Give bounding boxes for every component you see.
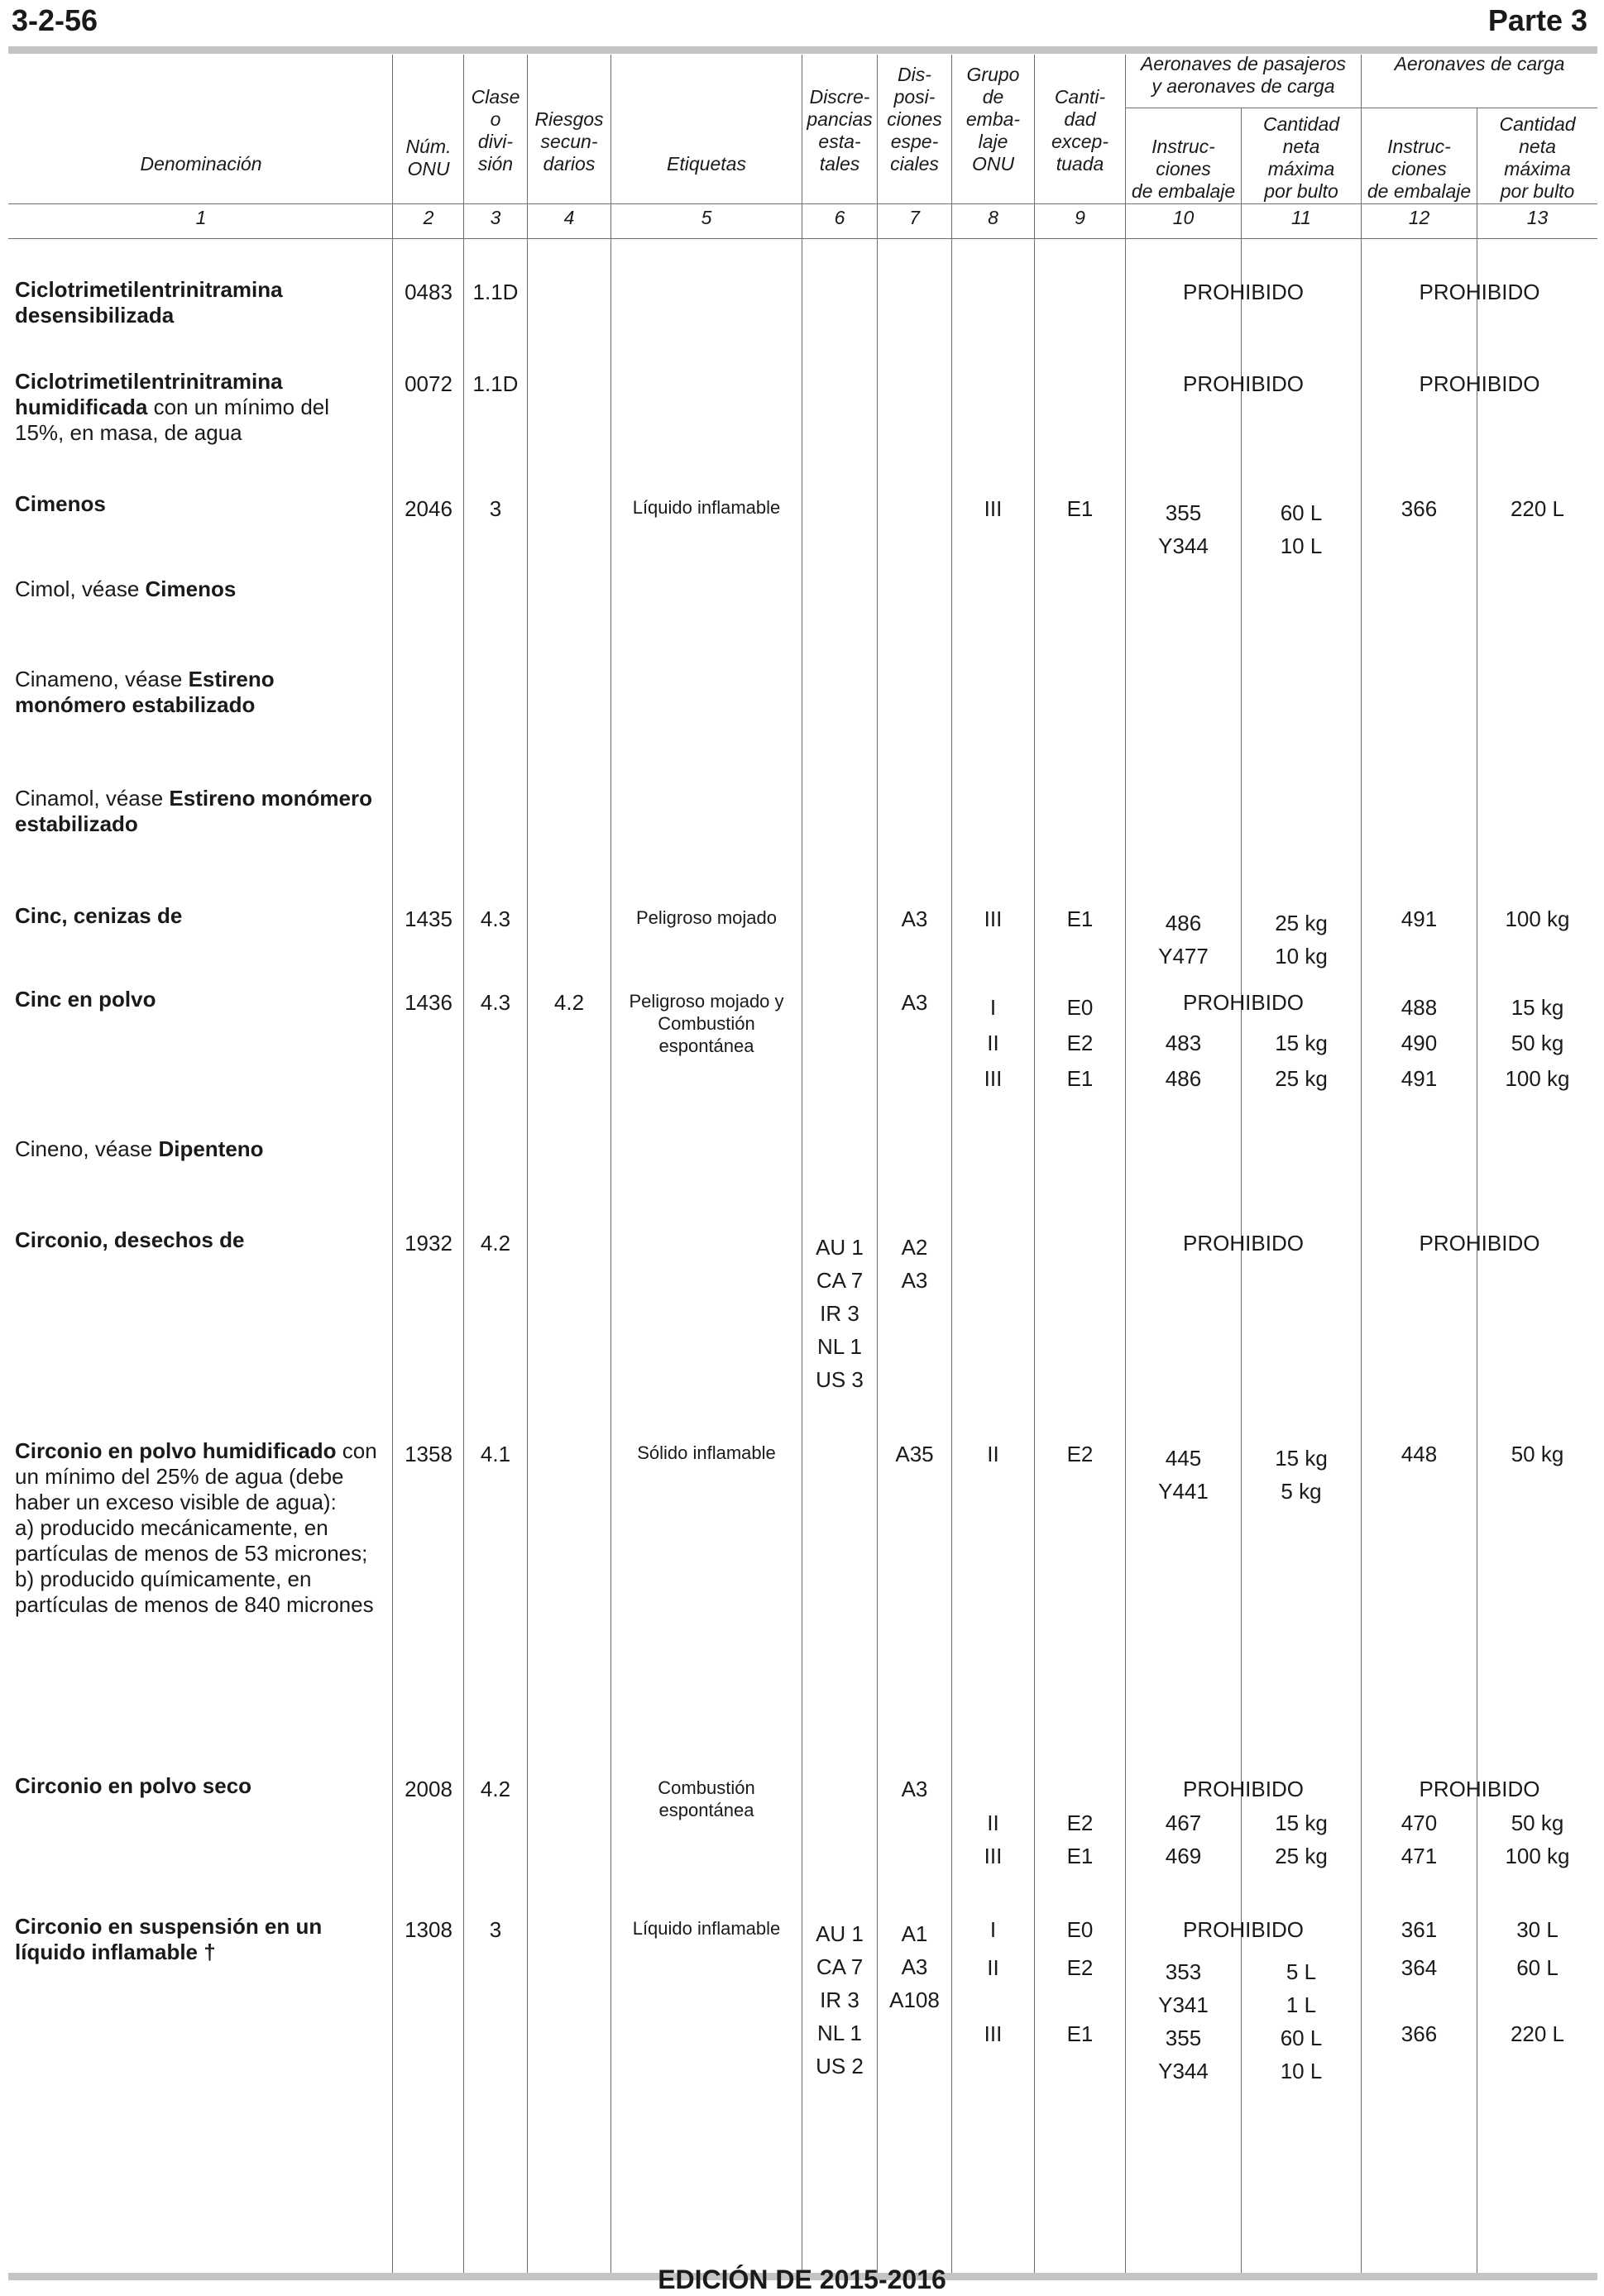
edition-footer: EDICIÓN DE 2015-2016: [658, 2265, 946, 2294]
entry-name: Cimenos: [15, 491, 106, 516]
header-denominacion: Denominación: [140, 153, 262, 175]
hazard-class: 1.1D: [472, 280, 519, 304]
excepted-quantity: E2: [1066, 1442, 1094, 1466]
label-text: Líquido inflamable: [632, 1918, 781, 1939]
special-provisions: A2 A3: [901, 1235, 928, 1293]
header-grupo-embalaje: Grupo de emba- laje ONU: [965, 64, 1021, 175]
header-etiquetas: Etiquetas: [667, 153, 746, 175]
hazard-class: 3: [489, 1917, 502, 1942]
cargo-packing-instructions: 364: [1401, 1955, 1438, 1980]
header-cantidad-exceptuada: Canti- dad excep- tuada: [1051, 86, 1109, 175]
passenger-prohibited: PROHIBIDO: [1183, 990, 1304, 1015]
packing-group: III: [984, 2021, 1003, 2046]
passenger-packing-instructions: 355 Y344: [1158, 500, 1209, 558]
column-number: 6: [834, 207, 845, 228]
un-number: 1436: [405, 990, 452, 1015]
state-variations: AU 1 CA 7 IR 3 NL 1 US 3: [816, 1235, 864, 1392]
passenger-max-quantity: 5 L 1 L: [1286, 1959, 1317, 2017]
cargo-packing-instructions: 491: [1401, 906, 1438, 931]
cross-reference: Cimol, véase Cimenos: [15, 576, 237, 601]
excepted-quantity: E1: [1066, 906, 1094, 931]
cargo-max-quantity: 50 kg: [1511, 1442, 1564, 1466]
special-provisions: A3: [901, 906, 928, 931]
excepted-quantity: E0: [1066, 1917, 1094, 1942]
header-num-onu: Núm. ONU: [405, 136, 452, 179]
excepted-quantity: E0 E2 E1: [1066, 995, 1094, 1091]
cargo-packing-instructions: 470 471: [1401, 1810, 1438, 1868]
packing-group: II: [987, 1955, 999, 1980]
cross-reference: Cinamol, véase Estireno monómero estabilizado: [15, 786, 373, 836]
special-provisions: A3: [901, 1777, 928, 1801]
cargo-max-quantity: 100 kg: [1505, 906, 1570, 931]
cargo-prohibited: PROHIBIDO: [1419, 280, 1540, 304]
column-number: 1: [195, 207, 207, 228]
passenger-prohibited: PROHIBIDO: [1183, 1231, 1304, 1256]
passenger-prohibited: PROHIBIDO: [1183, 371, 1304, 396]
hazard-class: 4.2: [480, 1231, 511, 1256]
packing-group: III: [984, 496, 1003, 521]
packing-group: I: [989, 1917, 997, 1942]
entry-name: Cinc en polvo: [15, 987, 156, 1012]
cargo-max-quantity: 220 L: [1510, 496, 1565, 521]
header-cargo-aircraft: Aeronaves de carga: [1394, 53, 1565, 74]
cargo-prohibited: PROHIBIDO: [1419, 371, 1540, 396]
passenger-prohibited: PROHIBIDO: [1183, 1777, 1304, 1801]
col-divider: [392, 55, 393, 2273]
page-part: Parte 3: [1487, 3, 1587, 37]
column-number: 4: [563, 207, 575, 228]
col-divider: [610, 55, 611, 2273]
cargo-packing-instructions: 361: [1401, 1917, 1438, 1942]
cargo-prohibited: PROHIBIDO: [1419, 1777, 1540, 1801]
cargo-packing-instructions: 488 490 491: [1401, 995, 1438, 1091]
header-riesgos: Riesgos secun- darios: [534, 108, 604, 175]
hazard-class: 1.1D: [472, 371, 519, 396]
hazard-class: 3: [489, 496, 502, 521]
cargo-prohibited: PROHIBIDO: [1419, 1231, 1540, 1256]
label-text: Combustión espontánea: [658, 1777, 755, 1820]
passenger-packing-instructions: 467 469: [1165, 1810, 1202, 1868]
header-rule: [8, 203, 1597, 204]
header-discrepancias: Discre- pancias esta- tales: [807, 86, 873, 175]
header-clase: Clase o divi- sión: [471, 86, 520, 175]
entry-name: Ciclotrimetilentrinitramina desensibilizada: [15, 277, 283, 328]
un-number: 0072: [405, 371, 452, 396]
entry-name: Circonio en polvo seco: [15, 1773, 252, 1798]
excepted-quantity: E2 E1: [1066, 1810, 1094, 1868]
passenger-max-quantity: 15 kg 25 kg: [1275, 1031, 1328, 1091]
cargo-max-quantity: 30 L: [1516, 1917, 1559, 1942]
packing-group: II: [987, 1442, 999, 1466]
passenger-prohibited: PROHIBIDO: [1183, 1917, 1304, 1942]
entry-name: Circonio en polvo humidificado con un mínimo del 25% de agua (debe haber un exceso visible de agua): a) producido mecánicamente, en partículas de menos de 53 micrones; b) producido químicamente, en partículas de menos de 840 micrones: [15, 1438, 377, 1617]
label-text: Sólido inflamable: [637, 1442, 776, 1463]
passenger-packing-instructions: 483 486: [1165, 1031, 1202, 1091]
un-number: 1308: [405, 1917, 452, 1942]
cargo-packing-instructions: 448: [1401, 1442, 1438, 1466]
header-instrucciones-pax: Instruc- ciones de embalaje: [1131, 136, 1236, 202]
state-variations: AU 1 CA 7 IR 3 NL 1 US 2: [816, 1921, 864, 2078]
page-number: 3-2-56: [12, 3, 98, 37]
entry-name: Cinc, cenizas de: [15, 903, 183, 928]
un-number: 1435: [405, 906, 452, 931]
header-cantidad-pax: Cantidad neta máxima por bulto: [1262, 113, 1340, 202]
header-instrucciones-cargo: Instruc- ciones de embalaje: [1367, 136, 1472, 202]
column-number: 3: [490, 207, 501, 228]
passenger-packing-instructions: 486 Y477: [1158, 911, 1209, 969]
cargo-max-quantity: 50 kg 100 kg: [1505, 1810, 1570, 1868]
passenger-max-quantity: 60 L 10 L: [1280, 500, 1323, 558]
column-number: 13: [1526, 207, 1549, 228]
cargo-packing-instructions: 366: [1401, 496, 1438, 521]
excepted-quantity: E1: [1066, 2021, 1094, 2046]
cross-reference: Cineno, véase Dipenteno: [15, 1136, 264, 1161]
col-divider: [527, 55, 528, 2273]
special-provisions: A1 A3 A108: [889, 1921, 940, 2012]
packing-group: I II III: [984, 995, 1003, 1091]
entry-name: Ciclotrimetilentrinitramina humidificada con un mínimo del 15%, en masa, de agua: [15, 369, 330, 445]
column-number: 5: [701, 207, 712, 228]
column-number: 12: [1408, 207, 1430, 228]
packing-group: II III: [984, 1810, 1003, 1868]
un-number: 2008: [405, 1777, 452, 1801]
column-number: 11: [1291, 207, 1311, 228]
excepted-quantity: E1: [1066, 496, 1094, 521]
passenger-packing-instructions: 355 Y344: [1158, 2026, 1209, 2083]
column-number: 7: [909, 207, 920, 228]
header-cantidad-cargo: Cantidad neta máxima por bulto: [1499, 113, 1576, 202]
un-number: 2046: [405, 496, 452, 521]
column-number: 10: [1172, 207, 1195, 228]
subsidiary-risk: 4.2: [553, 990, 585, 1015]
col-divider: [1241, 108, 1242, 2273]
special-provisions: A35: [895, 1442, 934, 1466]
un-number: 0483: [405, 280, 452, 304]
passenger-packing-instructions: 445 Y441: [1158, 1446, 1209, 1504]
passenger-packing-instructions: 353 Y341: [1158, 1959, 1209, 2017]
cargo-packing-instructions: 366: [1401, 2021, 1438, 2046]
entry-name: Circonio en suspensión en un líquido inflamable †: [15, 1914, 323, 1964]
passenger-prohibited: PROHIBIDO: [1183, 280, 1304, 304]
un-number: 1358: [405, 1442, 452, 1466]
passenger-max-quantity: 60 L 10 L: [1280, 2026, 1323, 2083]
hazard-class: 4.3: [480, 906, 511, 931]
hazard-class: 4.1: [480, 1442, 511, 1466]
hazard-class: 4.2: [480, 1777, 511, 1801]
special-provisions: A3: [901, 990, 928, 1015]
passenger-max-quantity: 15 kg 25 kg: [1275, 1810, 1328, 1868]
packing-group: III: [984, 906, 1003, 931]
cargo-max-quantity: 220 L: [1510, 2021, 1565, 2046]
column-number: 9: [1075, 207, 1085, 228]
cross-reference: Cinameno, véase Estireno monómero estabilizado: [15, 667, 275, 717]
label-text: Peligroso mojado: [636, 907, 777, 928]
cargo-max-quantity: 15 kg 50 kg 100 kg: [1505, 995, 1570, 1091]
column-number: 8: [988, 207, 998, 228]
passenger-max-quantity: 25 kg 10 kg: [1275, 911, 1328, 969]
excepted-quantity: E2: [1066, 1955, 1094, 1980]
header-disposiciones: Dis- posi- ciones espe- ciales: [887, 64, 942, 175]
un-number: 1932: [405, 1231, 452, 1256]
header-rule: [8, 238, 1597, 239]
passenger-max-quantity: 15 kg 5 kg: [1275, 1446, 1328, 1504]
hazard-class: 4.3: [480, 990, 511, 1015]
label-text: Peligroso mojado y Combustión espontánea: [629, 991, 784, 1056]
label-text: Líquido inflamable: [632, 497, 781, 518]
header-passenger-aircraft: Aeronaves de pasajeros y aeronaves de carga: [1140, 53, 1347, 97]
cargo-max-quantity: 60 L: [1516, 1955, 1559, 1980]
column-number: 2: [423, 207, 434, 228]
entry-name: Circonio, desechos de: [15, 1227, 245, 1252]
